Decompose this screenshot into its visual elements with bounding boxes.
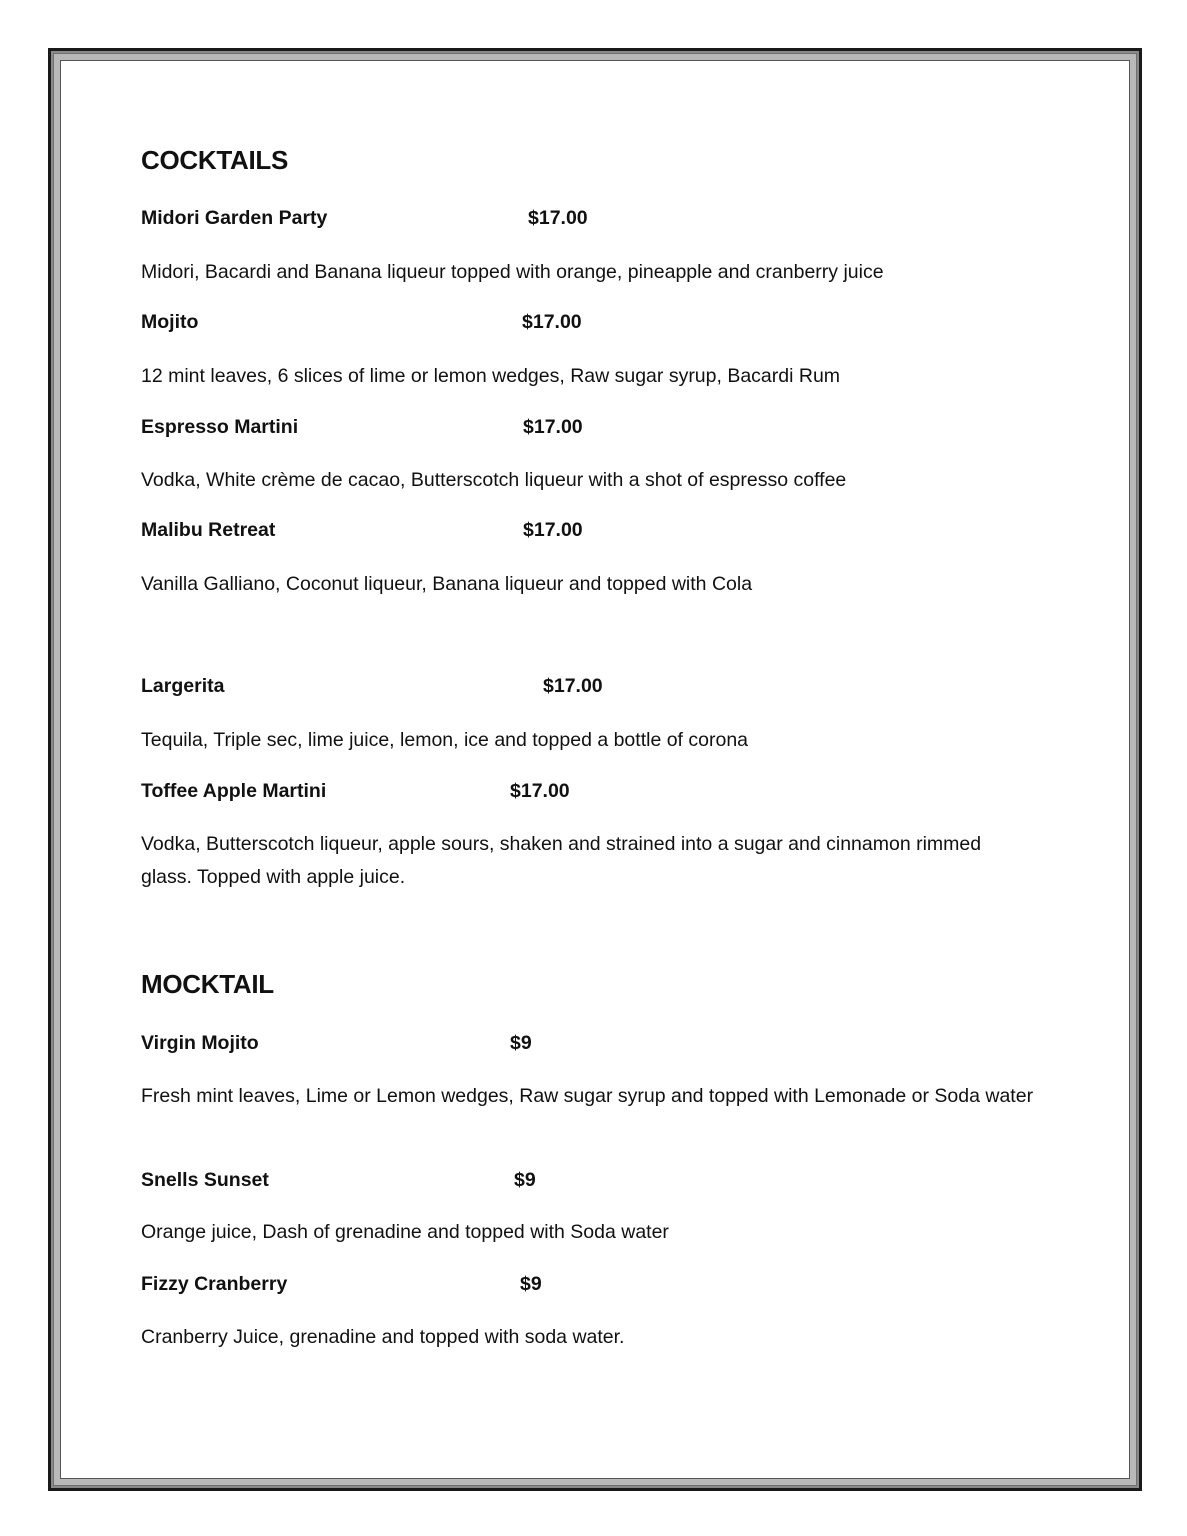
item-name: Largerita: [141, 675, 225, 697]
item-name: Malibu Retreat: [141, 519, 276, 541]
item-description: Orange juice, Dash of grenadine and topped with Soda water: [141, 1221, 669, 1243]
item-name: Espresso Martini: [141, 416, 299, 438]
item-price: $9: [510, 1032, 532, 1054]
menu-item: [141, 1273, 841, 1297]
item-price: $17.00: [522, 311, 582, 333]
menu-item: [141, 519, 841, 543]
item-name: Snells Sunset: [141, 1169, 269, 1191]
item-description: 12 mint leaves, 6 slices of lime or lemon wedges, Raw sugar syrup, Bacardi Rum: [141, 365, 841, 387]
item-name: Fizzy Cranberry: [141, 1273, 288, 1295]
item-name: Virgin Mojito: [141, 1032, 259, 1054]
item-price: $17.00: [523, 416, 583, 438]
menu-item: [141, 1169, 841, 1193]
item-price: $9: [520, 1273, 542, 1295]
item-price: $9: [514, 1169, 536, 1191]
mocktail-heading: MOCKTAIL: [141, 969, 274, 999]
menu-item: [141, 207, 841, 231]
item-description: Midori, Bacardi and Banana liqueur topped with orange, pineapple and cranberry juice: [141, 261, 884, 283]
menu-item: [141, 675, 841, 699]
item-name: Midori Garden Party: [141, 207, 328, 229]
menu-item: [141, 311, 841, 335]
item-name: Toffee Apple Martini: [141, 780, 327, 802]
menu-item: [141, 416, 841, 440]
item-description: Vodka, White crème de cacao, Butterscotch liqueur with a shot of espresso coffee: [141, 469, 847, 491]
item-price: $17.00: [523, 519, 583, 541]
menu-item: [141, 1032, 841, 1056]
menu-item: [141, 780, 841, 804]
item-price: $17.00: [510, 780, 570, 802]
item-description: Fresh mint leaves, Lime or Lemon wedges, Raw sugar syrup and topped with Lemonade or Soda water: [141, 1085, 1034, 1107]
item-description: Vodka, Butterscotch liqueur, apple sours, shaken and strained into a sugar and cinnamon rimmed glass. Topped with apple juice.: [141, 833, 982, 888]
item-price: $17.00: [528, 207, 588, 229]
item-name: Mojito: [141, 311, 199, 333]
item-price: $17.00: [543, 675, 603, 697]
item-description: Vanilla Galliano, Coconut liqueur, Banana liqueur and topped with Cola: [141, 573, 753, 595]
cocktails-heading: COCKTAILS: [141, 145, 289, 175]
item-description: Tequila, Triple sec, lime juice, lemon, ice and topped a bottle of corona: [141, 729, 749, 751]
item-description: Cranberry Juice, grenadine and topped with soda water.: [141, 1326, 625, 1348]
